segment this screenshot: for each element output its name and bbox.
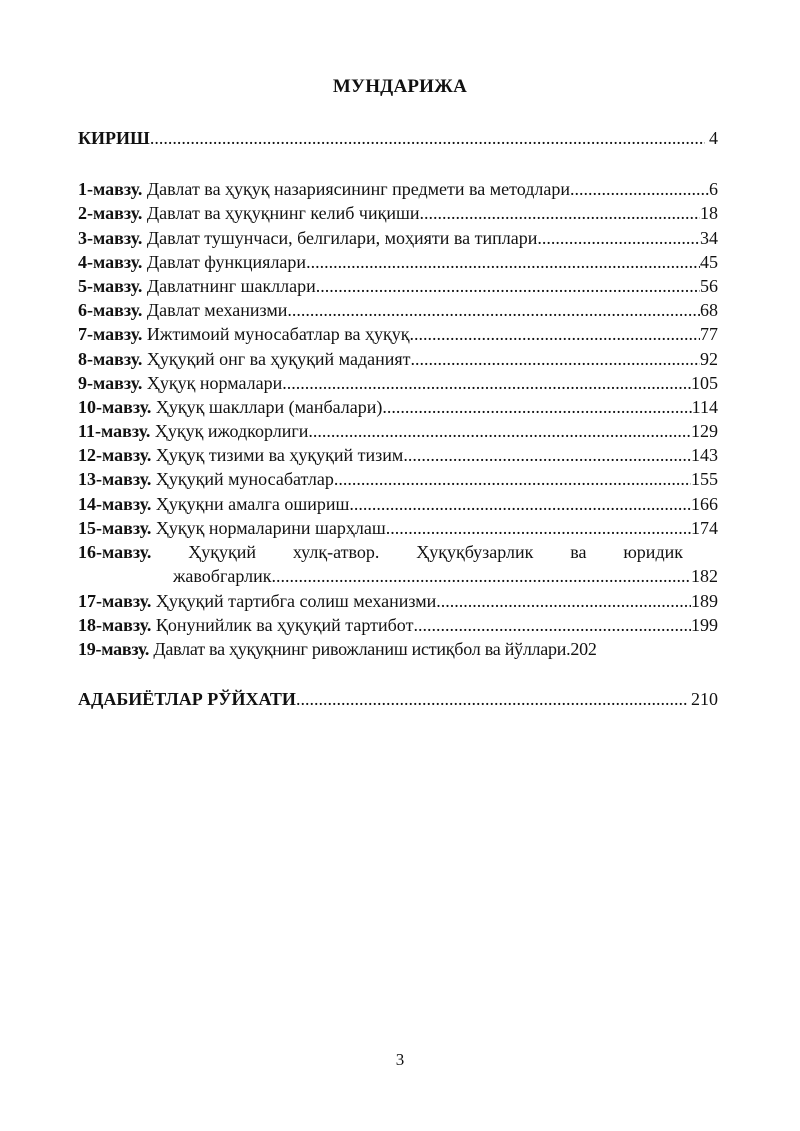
toc-topic-label: 7-мавзу. <box>78 324 143 344</box>
toc-topic-page: 45 <box>700 252 718 272</box>
toc-topic-page: 68 <box>700 300 718 320</box>
toc-topic-label: 1-мавзу. <box>78 179 143 199</box>
toc-entry-topic-7[interactable] <box>78 322 718 346</box>
toc-topic-page: 6 <box>709 179 718 199</box>
toc-topic-title: Ҳуқуқий онг ва ҳуқуқий маданият <box>146 349 411 369</box>
toc-leader-dots <box>436 589 691 613</box>
toc-topic-title: Ҳуқуқ шакллари (манбалари) <box>155 397 383 417</box>
toc-entry-topic-13[interactable] <box>78 467 718 491</box>
toc-topic-page: 77 <box>700 324 718 344</box>
toc-leader-dots <box>409 322 700 346</box>
toc-topic-title: Давлат ва ҳуқуқнинг келиб чиқиши <box>146 203 420 223</box>
page-number: 3 <box>395 1050 405 1069</box>
toc-leader-dots <box>570 177 709 201</box>
toc-entry-topic-9[interactable] <box>78 371 718 395</box>
toc-topic-label: 4-мавзу. <box>78 252 143 272</box>
toc-intro-page: 4 <box>709 128 718 148</box>
toc-topic-title: Давлат функциялари <box>146 252 307 272</box>
toc-leader-dots <box>334 467 691 491</box>
toc-entry-topic-6[interactable] <box>78 298 718 322</box>
toc-topic-title: Давлат ва ҳуқуқнинг ривожланиш истиқбол ва йўллари <box>153 639 567 659</box>
toc-topic-title: Қонунийлик ва ҳуқуқий тартибот <box>155 615 414 635</box>
toc-entry-bibliography[interactable] <box>78 687 718 711</box>
toc-topic-title: Ҳуқуқ нормаларини шарҳлаш <box>155 518 386 538</box>
toc-topic-label: 2-мавзу. <box>78 203 143 223</box>
toc-entry-topic-17[interactable] <box>78 589 718 613</box>
toc-topic-label: 16-мавзу. <box>78 542 152 562</box>
toc-topic-page: 114 <box>691 397 718 417</box>
toc-topic-label: 15-мавзу. <box>78 518 152 538</box>
toc-leader-dots <box>537 226 700 250</box>
toc-entry-topic-4[interactable] <box>78 250 718 274</box>
toc-entry-topic-19[interactable] <box>78 637 718 661</box>
toc-leader-dots <box>349 492 691 516</box>
toc-topic-title: Давлат тушунчаси, белгилари, моҳияти ва типлари <box>146 228 538 248</box>
toc-leader-dots <box>287 298 700 322</box>
toc-topic-page: 105 <box>691 373 718 393</box>
toc-entry-topic-2[interactable] <box>78 201 718 225</box>
toc-entry-topic-1[interactable] <box>78 177 718 201</box>
toc-topic-title: Ҳуқуқ нормалари <box>146 373 283 393</box>
toc-topic-title-word: юридик <box>623 542 683 562</box>
toc-leader-dots <box>271 564 691 588</box>
toc-topic-label: 10-мавзу. <box>78 397 152 417</box>
toc-entry-topic-16-cont[interactable] <box>173 564 718 588</box>
toc-topic-page: 166 <box>691 494 718 514</box>
toc-topic-page: 174 <box>691 518 718 538</box>
toc-topic-title-word: Ҳуқуқбузарлик <box>416 542 534 562</box>
toc-topic-page: 182 <box>691 566 718 586</box>
toc-topic-title: Давлат ва ҳуқуқ назариясининг предмети ва методлари <box>146 179 571 199</box>
toc-topic-label: 11-мавзу. <box>78 421 151 441</box>
page-title: МУНДАРИЖА <box>332 76 468 97</box>
toc-topic-page: 92 <box>700 349 718 369</box>
toc-topic-page: 189 <box>691 591 718 611</box>
toc-leader-dots <box>413 613 691 637</box>
toc-topic-label: 17-мавзу. <box>78 591 152 611</box>
toc-entry-topic-10[interactable] <box>78 395 718 419</box>
toc-leader-dots <box>403 443 691 467</box>
toc-leader-dots <box>419 201 700 225</box>
toc-topic-label: 8-мавзу. <box>78 349 143 369</box>
toc-topic-label: 19-мавзу. <box>78 639 150 659</box>
toc-entry-topic-15[interactable] <box>78 516 718 540</box>
toc-leader-dots <box>411 347 701 371</box>
toc-entry-topic-11[interactable] <box>78 419 718 443</box>
toc-topic-page: 202 <box>570 639 597 659</box>
toc-topic-page: 143 <box>691 445 718 465</box>
toc-leader-dots <box>296 687 687 711</box>
toc-topic-title: Ижтимоий муносабатлар ва ҳуқуқ <box>146 324 410 344</box>
toc-leader-dots <box>308 419 691 443</box>
toc-topic-title: Давлат механизми <box>146 300 288 320</box>
toc-leader-dots <box>382 395 691 419</box>
toc-entry-topic-16[interactable] <box>78 540 683 564</box>
toc-topic-label: 9-мавзу. <box>78 373 143 393</box>
toc-topic-title: Ҳуқуқ ижодкорлиги <box>154 421 309 441</box>
toc-topic-page: 155 <box>691 469 718 489</box>
toc-entry-topic-8[interactable] <box>78 347 718 371</box>
toc-topic-label: 14-мавзу. <box>78 494 152 514</box>
toc-topic-page: 199 <box>691 615 718 635</box>
toc-topic-page: 129 <box>691 421 718 441</box>
toc-leader-dots <box>316 274 700 298</box>
toc-topic-title: жавобгарлик <box>173 566 272 586</box>
toc-leader-dot: . <box>566 639 571 659</box>
toc-topic-title: Ҳуқуқий тартибга солиш механизми <box>155 591 437 611</box>
toc-topic-label: 3-мавзу. <box>78 228 143 248</box>
toc-entry-topic-12[interactable] <box>78 443 718 467</box>
toc-entry-topic-14[interactable] <box>78 492 718 516</box>
toc-topic-title: Ҳуқуқ тизими ва ҳуқуқий тизим <box>155 445 404 465</box>
toc-topic-label: 18-мавзу. <box>78 615 152 635</box>
toc-topic-title: Ҳуқуқни амалга ошириш <box>155 494 350 514</box>
toc-intro-title: КИРИШ <box>78 128 150 148</box>
toc-topic-label: 13-мавзу. <box>78 469 152 489</box>
toc-topic-title-word: ва <box>570 542 587 562</box>
toc-bibliography-title: АДАБИЁТЛАР РЎЙХАТИ <box>78 689 296 709</box>
toc-entry-intro[interactable] <box>78 126 718 150</box>
toc-leader-dots <box>306 250 700 274</box>
toc-entry-topic-5[interactable] <box>78 274 718 298</box>
toc-topic-page: 56 <box>700 276 718 296</box>
toc-topic-page: 18 <box>700 203 718 223</box>
toc-topic-title: Ҳуқуқий муносабатлар <box>155 469 334 489</box>
toc-leader-dots <box>150 126 705 150</box>
toc-leader-dots <box>386 516 691 540</box>
toc-topic-page: 34 <box>700 228 718 248</box>
toc-topic-title: Давлатнинг шакллари <box>146 276 316 296</box>
toc-bibliography-page: 210 <box>691 689 718 709</box>
toc-topic-label: 12-мавзу. <box>78 445 152 465</box>
toc-entry-topic-18[interactable] <box>78 613 718 637</box>
toc-topic-label: 5-мавзу. <box>78 276 143 296</box>
toc-topic-label: 6-мавзу. <box>78 300 143 320</box>
toc-topic-title-word: Ҳуқуқий <box>188 542 257 562</box>
toc-entry-topic-3[interactable] <box>78 226 718 250</box>
toc-topic-title-word: хулқ-атвор. <box>292 542 380 562</box>
toc-leader-dots <box>282 371 691 395</box>
